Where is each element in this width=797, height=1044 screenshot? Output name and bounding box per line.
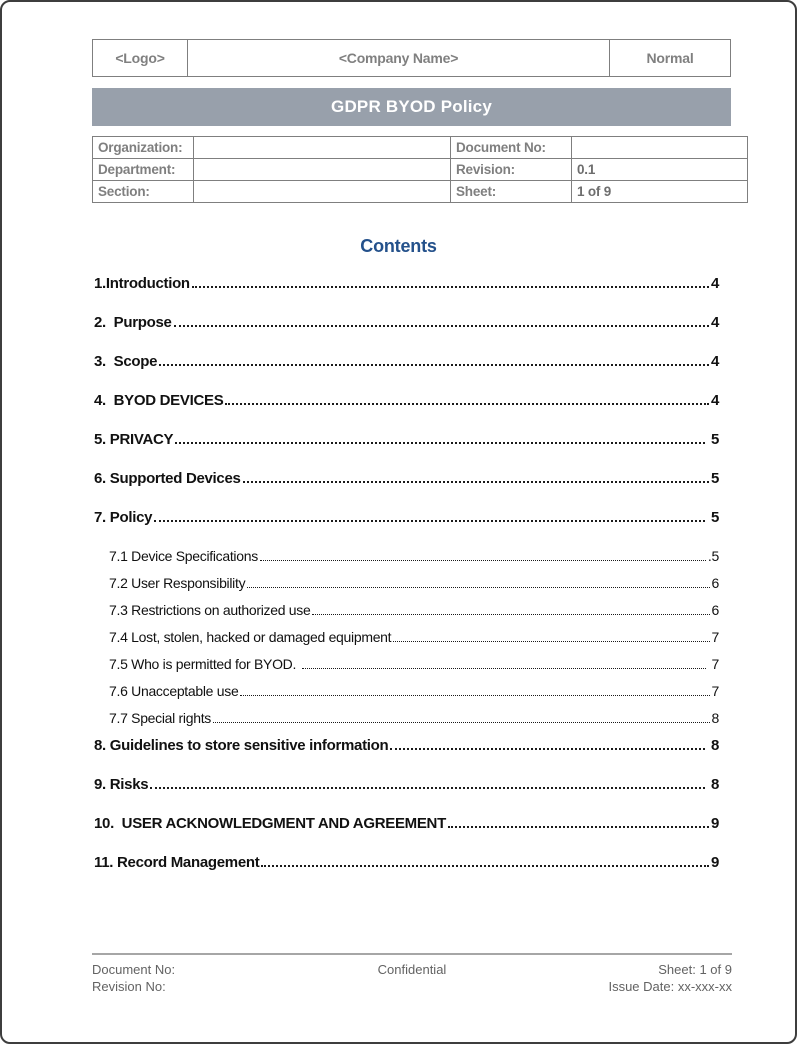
toc-leader-dots: [243, 481, 709, 483]
toc-entry[interactable]: [94, 391, 719, 410]
toc-leader-dots: [240, 695, 709, 696]
toc-entry-label: 9. Risks: [94, 776, 149, 793]
toc-entry[interactable]: [94, 430, 719, 449]
toc-entry-page: 5: [710, 470, 719, 487]
toc-leader-dots: [312, 614, 709, 615]
toc-entry-label: 7.7 Special rights: [109, 710, 211, 726]
toc-leader-dots: [192, 286, 709, 288]
toc-leader-dots: [448, 826, 709, 828]
toc-entry-label: 11. Record Management: [94, 854, 260, 871]
footer-right: [519, 961, 732, 995]
contents-heading: Contents: [360, 236, 437, 256]
toc-entry-page: 4: [710, 275, 719, 292]
toc-entry-label: 7.1 Device Specifications: [109, 548, 258, 564]
toc-leader-dots: [159, 364, 709, 366]
document-info-table: [92, 136, 748, 203]
toc-leader-dots: [150, 787, 705, 789]
toc-entry-page: 5: [707, 431, 719, 448]
toc-entry[interactable]: [94, 775, 719, 794]
toc-entry-page: .5: [707, 548, 719, 564]
department-label: Department:: [93, 159, 194, 181]
toc-entry-page: 4: [710, 353, 719, 370]
toc-entry-page: 6: [711, 602, 719, 618]
toc-leader-dots: [213, 722, 710, 723]
toc-entry[interactable]: [94, 853, 719, 872]
organization-label: Organization:: [93, 137, 194, 159]
sheet-value: 1 of 9: [572, 181, 748, 203]
toc-entry[interactable]: [94, 574, 719, 593]
section-label: Section:: [93, 181, 194, 203]
toc-leader-dots: [390, 748, 705, 750]
toc-entry-page: 7: [711, 683, 719, 699]
document-title: GDPR BYOD Policy: [331, 97, 492, 116]
toc-leader-dots: [174, 325, 709, 327]
toc-entry-page: 5: [707, 509, 719, 526]
toc-entry[interactable]: [94, 736, 719, 755]
organization-value: [194, 137, 451, 159]
table-row: [93, 181, 748, 203]
toc-entry-page: 8: [707, 776, 719, 793]
section-value: [194, 181, 451, 203]
toc-entry[interactable]: [94, 313, 719, 332]
toc-entry[interactable]: [94, 352, 719, 371]
classification-label: Normal: [646, 50, 694, 66]
sheet-label: Sheet:: [451, 181, 572, 203]
toc-entry-page: 7: [707, 656, 719, 672]
toc-entry-label: 10. USER ACKNOWLEDGMENT AND AGREEMENT: [94, 815, 446, 832]
footer-sheet: Sheet: 1 of 9: [658, 962, 732, 977]
document-no-value: [572, 137, 748, 159]
footer-divider: [92, 953, 732, 955]
toc-entry[interactable]: [94, 547, 719, 566]
toc-entry[interactable]: [94, 709, 719, 728]
toc-entry-page: 9: [710, 815, 719, 832]
toc-entry-page: 8: [711, 710, 719, 726]
toc-entry[interactable]: [94, 274, 719, 293]
table-row: [93, 137, 748, 159]
toc-entry-label: 8. Guidelines to store sensitive information: [94, 737, 389, 754]
toc-leader-dots: [393, 641, 709, 642]
toc-leader-dots: [247, 587, 709, 588]
footer-left: [92, 961, 305, 995]
table-row: [93, 159, 748, 181]
toc-entry-page: 8: [707, 737, 719, 754]
toc-entry-label: 7.5 Who is permitted for BYOD.: [109, 656, 300, 672]
toc-entry-label: 6. Supported Devices: [94, 470, 241, 487]
page-footer: [92, 961, 732, 995]
toc-leader-dots: [260, 560, 706, 561]
footer-revision-no: Revision No:: [92, 979, 166, 994]
toc-leader-dots: [175, 442, 705, 444]
toc-entry[interactable]: [94, 469, 719, 488]
toc-entry-label: 7. Policy: [94, 509, 153, 526]
toc-leader-dots: [154, 520, 705, 522]
toc-entry[interactable]: [94, 682, 719, 701]
toc-entry-page: 7: [711, 629, 719, 645]
toc-entry[interactable]: [94, 628, 719, 647]
document-title-banner: [92, 88, 731, 126]
toc-entry-label: 4. BYOD DEVICES: [94, 392, 224, 409]
department-value: [194, 159, 451, 181]
toc-entry-page: 9: [710, 854, 719, 871]
toc-leader-dots: [261, 865, 709, 867]
toc-entry-label: 3. Scope: [94, 353, 158, 370]
toc-entry-label: 1.Introduction: [94, 275, 190, 292]
toc-list: [94, 274, 719, 892]
toc-leader-dots: [302, 668, 706, 669]
revision-value: 0.1: [572, 159, 748, 181]
toc-entry-page: 4: [710, 392, 719, 409]
toc-entry-label: 5. PRIVACY: [94, 431, 174, 448]
logo-placeholder: <Logo>: [93, 40, 188, 76]
toc-entry[interactable]: [94, 601, 719, 620]
footer-confidential: Confidential: [377, 962, 447, 977]
toc-entry-label: 2. Purpose: [94, 314, 172, 331]
toc-entry-label: 7.2 User Responsibility: [109, 575, 246, 591]
header-table: [92, 39, 731, 77]
toc-entry-label: 7.3 Restrictions on authorized use: [109, 602, 311, 618]
toc-entry-page: 4: [710, 314, 719, 331]
toc-entry[interactable]: [94, 655, 719, 674]
toc-entry-label: 7.6 Unacceptable use: [109, 683, 239, 699]
toc-entry-label: 7.4 Lost, stolen, hacked or damaged equipment: [109, 629, 392, 645]
document-no-label: Document No:: [451, 137, 572, 159]
revision-label: Revision:: [451, 159, 572, 181]
company-name-placeholder: <Company Name>: [188, 40, 610, 76]
toc-leader-dots: [225, 403, 709, 405]
footer-issue-date: Issue Date: xx-xxx-xx: [608, 979, 732, 994]
toc-entry[interactable]: [94, 814, 719, 833]
footer-document-no: Document No:: [92, 962, 176, 977]
toc-entry[interactable]: [94, 508, 719, 527]
toc-entry-page: 6: [711, 575, 719, 591]
